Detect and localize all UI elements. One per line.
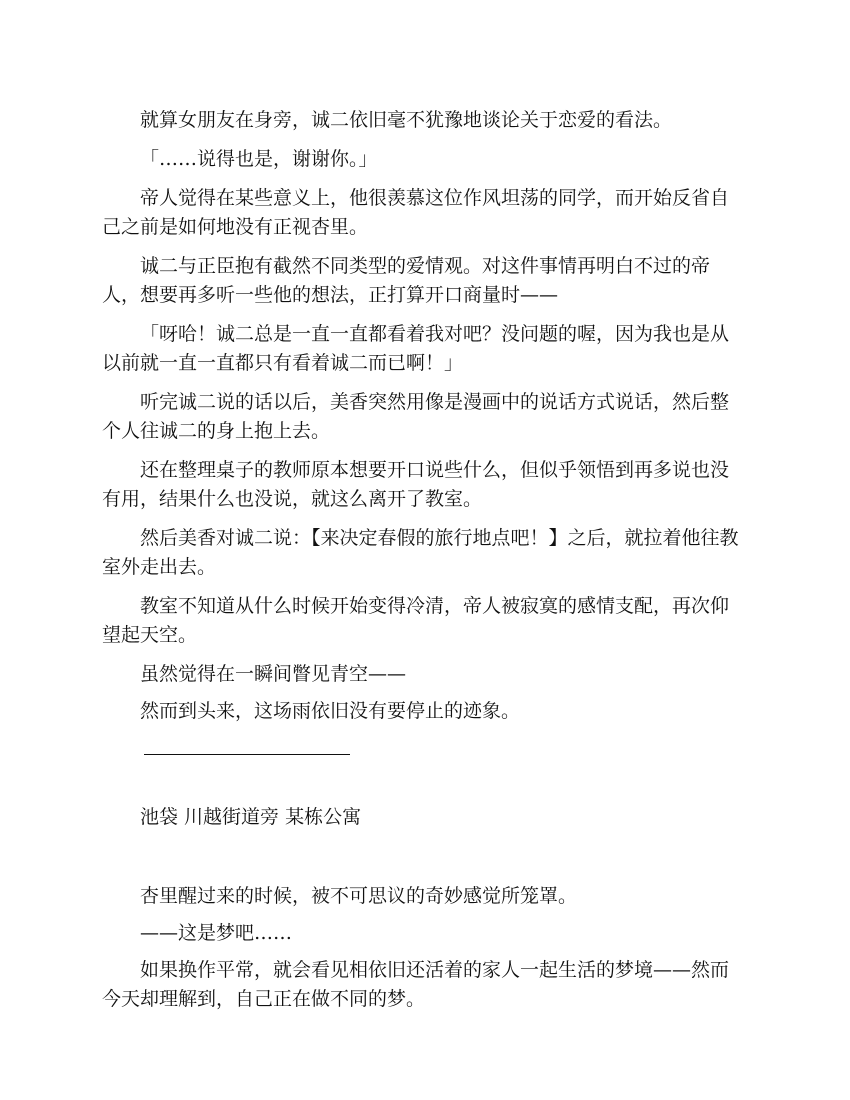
paragraph: ——这是梦吧……	[140, 922, 293, 944]
paragraph: 「呀哈！诚二总是一直一直都看着我对吧？没问题的喔，因为我也是从以前就一直一直都只有看着诚二而已啊！」	[102, 323, 730, 374]
paragraph: 虽然觉得在一瞬间瞥见青空——	[140, 663, 407, 685]
paragraph: 诚二与正臣抱有截然不同类型的爱情观。对这件事情再明白不过的帝人，想要再多听一些他的想法，正打算开口商量时——	[102, 255, 711, 306]
paragraph: 听完诚二说的话以后，美香突然用像是漫画中的说话方式说话，然后整个人往诚二的身上抱上去。	[102, 391, 730, 442]
scene-body	[102, 882, 747, 1014]
paragraph: 杏里醒过来的时候，被不可思议的奇妙感觉所笼罩。	[140, 885, 578, 907]
section-divider	[144, 754, 350, 755]
paragraph: 「……说得也是，谢谢你。」	[140, 148, 378, 170]
paragraph: 教室不知道从什么时候开始变得冷清，帝人被寂寞的感情支配，再次仰望起天空。	[102, 595, 730, 646]
paragraph: 帝人觉得在某些意义上，他很羡慕这位作风坦荡的同学，而开始反省自己之前是如何地没有正视杏里。	[102, 187, 730, 238]
document-page	[102, 106, 747, 1024]
paragraph: 还在整理桌子的教师原本想要开口说些什么，但似乎领悟到再多说也没有用，结果什么也没说，就这么离开了教室。	[102, 459, 730, 510]
paragraph: 然后美香对诚二说：【来决定春假的旅行地点吧！】之后，就拉着他往教室外走出去。	[102, 527, 739, 578]
paragraph: 如果换作平常，就会看见相依旧还活着的家人一起生活的梦境——然而今天却理解到，自己正在做不同的梦。	[102, 959, 730, 1010]
paragraph: 然而到头来，这场雨依旧没有要停止的迹象。	[140, 700, 521, 722]
paragraph: 就算女朋友在身旁，诚二依旧毫不犹豫地谈论关于恋爱的看法。	[140, 109, 673, 131]
scene-location: 池袋 川越街道旁 某栋公寓	[140, 806, 362, 828]
